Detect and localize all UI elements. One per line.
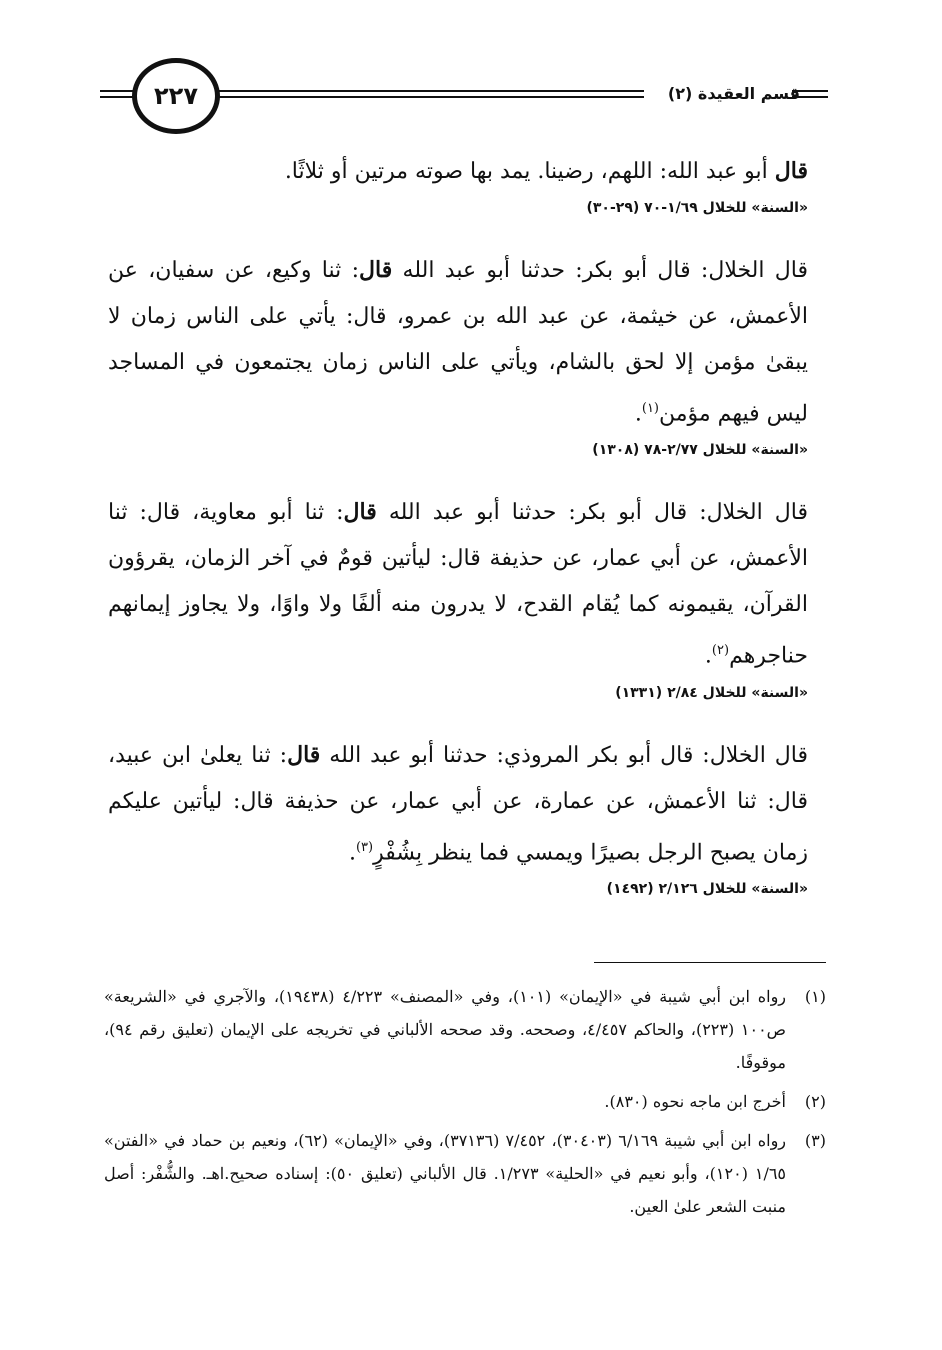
- paragraph-intro: قال الخلال: قال أبو بكر المروذي: حدثنا أبو عبد الله: [320, 742, 808, 768]
- footnote-text: رواه ابن أبي شيبة في «الإيمان» (١٠١)، وفي «المصنف» ٤/٢٢٣ (١٩٤٣٨)، والآجري في «الشريعة» ص١٠٠ (٢٢٣)، والحاكم ٤/٤٥٧، وصححه. وقد صححه الألباني في تخريجه على الإيمان (تعليق رقم ٩٤)، موقوفًا.: [104, 987, 787, 1072]
- page-number: ٢٢٧: [132, 58, 220, 134]
- footnote-marker[interactable]: (١): [641, 401, 659, 416]
- header-rule-middle-2: [210, 96, 644, 98]
- footnote: [104, 1085, 826, 1118]
- source-citation: «السنة» للخلال ٢/١٢٦ (١٤٩٢): [606, 880, 808, 897]
- footnote: [104, 1124, 826, 1223]
- footnote-separator: [594, 962, 826, 963]
- footnote-number: (٣): [804, 1131, 826, 1150]
- footnote-marker[interactable]: (٣): [355, 839, 374, 855]
- source-citation: «السنة» للخلال ١/٦٩-٧٠ (٢٩-٣٠): [586, 200, 808, 216]
- source-citation: «السنة» للخلال ٢/٧٧-٧٨ (١٣٠٨): [592, 442, 808, 459]
- paragraph-2: [108, 247, 808, 437]
- paragraph-text: أبو عبد الله: اللهم، رضينا. يمد بها صوته مرتين أو ثلاثًا.: [284, 159, 775, 184]
- source-citation: «السنة» للخلال ٢/٨٤ (١٣٣١): [615, 684, 808, 701]
- footnote-text: رواه ابن أبي شيبة ٦/١٦٩ (٣٠٤٠٣)، ٧/٤٥٢ (٣٧١٣٦)، وفي «الإيمان» (٦٢)، ونعيم بن حماد في «الفتن» ١/٦٥ (١٢٠)، وأبو نعيم في «الحلية» ١/٢٧٣. قال الألباني (تعليق ٥٠): إسناده صحيح.اهـ. والشُّفْر: أصل منبت الشعر علىٰ العين.: [104, 1131, 787, 1216]
- paragraph-end: .: [348, 839, 356, 865]
- paragraph-intro: قال الخلال: قال أبو بكر: حدثنا أبو عبد الله: [392, 258, 808, 283]
- running-title: قسم العقيدة (٢): [667, 84, 800, 103]
- paragraph-end: .: [704, 643, 712, 669]
- header-rule-middle: [210, 90, 644, 92]
- paragraph-intro: قال الخلال: قال أبو بكر: حدثنا أبو عبد الله: [376, 500, 808, 526]
- lead-word: قال: [359, 257, 393, 283]
- lead-word: قال: [343, 499, 377, 526]
- paragraph-3: [108, 489, 808, 679]
- footnote-text: أخرج ابن ماجه نحوه (٨٣٠).: [604, 1092, 786, 1111]
- footnote: [104, 980, 826, 1079]
- main-text: [108, 148, 808, 928]
- paragraph-text: : ثنا يعلىٰ ابن عبيد، قال: ثنا الأعمش، عن عمارة، عن أبي عمار، عن حذيفة قال: ليأتين عليكم زمان يصبح الرجل بصيرًا ويمسي فما ينظر بِشُفْرٍ: [108, 742, 808, 865]
- paragraph-end: .: [634, 401, 642, 427]
- paragraph-1: [108, 148, 808, 195]
- footnote-number: (١): [804, 987, 826, 1006]
- lead-word: قال: [287, 741, 321, 768]
- paragraph-text: : ثنا وكيع، عن سفيان، عن الأعمش، عن خيثمة، عن عبد الله بن عمرو، قال: يأتي على الناس زمان لا يبقىٰ مؤمن إلا لحق بالشام، ويأتي على الناس زمان يجتمعون في المساجد ليس فيهم مؤمن: [108, 258, 808, 427]
- footnote-marker[interactable]: (٢): [711, 643, 730, 659]
- paragraph-text: : ثنا أبو معاوية، قال: ثنا الأعمش، عن أبي عمار، عن حذيفة قال: ليأتين قومٌ في آخر الزمان، يقرؤون القرآن، يقيمونه كما يُقام القدح، لا يدرون منه ألفًا ولا واوًا، ولا يجاوز إيمانهم حناجرهم: [108, 500, 808, 669]
- footnotes: [104, 980, 826, 1229]
- footnote-number: (٢): [804, 1092, 826, 1111]
- paragraph-4: [108, 732, 808, 876]
- lead-word: قال: [774, 158, 808, 184]
